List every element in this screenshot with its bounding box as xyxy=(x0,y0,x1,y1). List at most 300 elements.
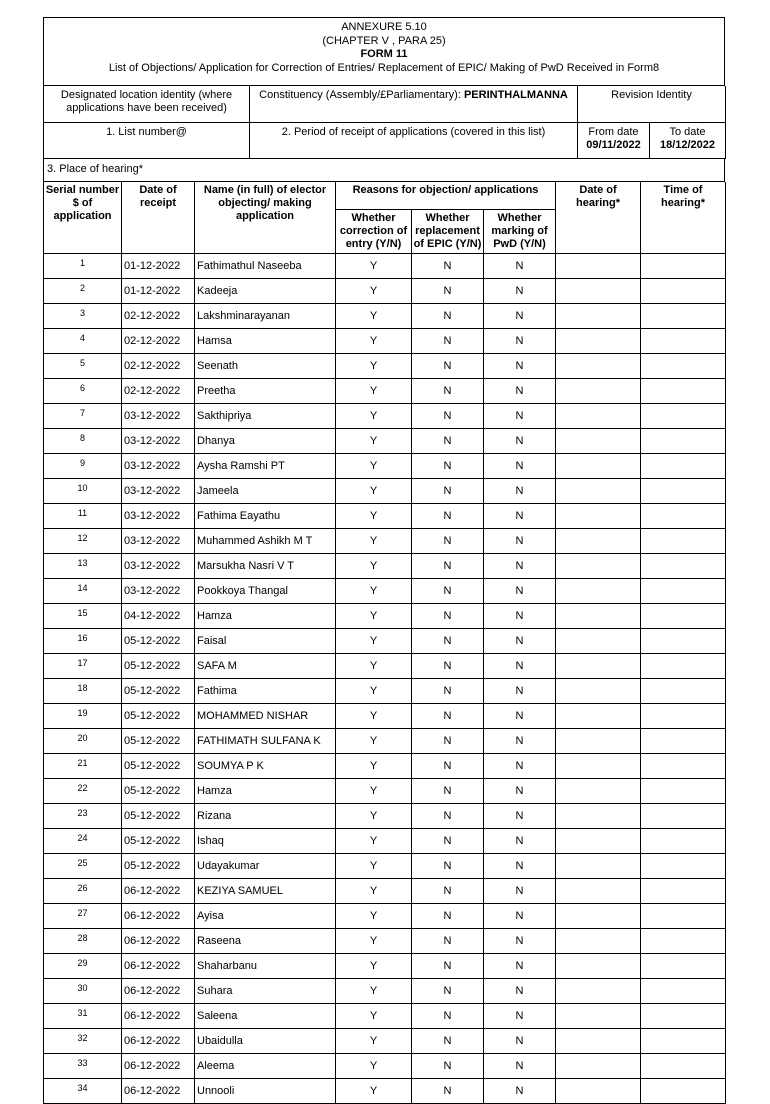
col-correction: Whether correction of entry (Y/N) xyxy=(336,210,412,254)
table-row xyxy=(44,304,726,329)
table-row xyxy=(44,854,726,879)
correction-cell: Y xyxy=(336,329,412,354)
table-row xyxy=(44,879,726,904)
correction-cell: Y xyxy=(336,1054,412,1079)
elector-name-cell: Hamza xyxy=(195,779,336,804)
hearing-date-cell xyxy=(556,304,641,329)
hearing-time-cell xyxy=(641,904,726,929)
table-row xyxy=(44,929,726,954)
replacement-cell: N xyxy=(412,879,484,904)
marking-cell: N xyxy=(484,454,556,479)
hearing-date-cell xyxy=(556,754,641,779)
correction-cell: Y xyxy=(336,1029,412,1054)
chapter-label: (CHAPTER V , PARA 25) xyxy=(44,35,724,49)
table-row xyxy=(44,579,726,604)
applications-table xyxy=(43,182,726,1104)
hearing-time-cell xyxy=(641,329,726,354)
hearing-time-cell xyxy=(641,254,726,279)
elector-name-cell: Kadeeja xyxy=(195,279,336,304)
receipt-date-cell: 05-12-2022 xyxy=(122,804,195,829)
marking-cell: N xyxy=(484,1029,556,1054)
replacement-cell: N xyxy=(412,854,484,879)
correction-cell: Y xyxy=(336,279,412,304)
receipt-date-cell: 03-12-2022 xyxy=(122,529,195,554)
correction-cell: Y xyxy=(336,654,412,679)
table-row xyxy=(44,279,726,304)
serial-cell: 26 xyxy=(44,879,122,904)
hearing-date-cell xyxy=(556,1054,641,1079)
receipt-date-cell: 03-12-2022 xyxy=(122,454,195,479)
hearing-date-cell xyxy=(556,454,641,479)
receipt-date-cell: 05-12-2022 xyxy=(122,704,195,729)
replacement-cell: N xyxy=(412,754,484,779)
serial-cell: 32 xyxy=(44,1029,122,1054)
marking-cell: N xyxy=(484,479,556,504)
receipt-date-cell: 06-12-2022 xyxy=(122,1079,195,1104)
marking-cell: N xyxy=(484,779,556,804)
table-row xyxy=(44,504,726,529)
elector-name-cell: Preetha xyxy=(195,379,336,404)
elector-name-cell: Fathima xyxy=(195,679,336,704)
hearing-time-cell xyxy=(641,429,726,454)
marking-cell: N xyxy=(484,804,556,829)
elector-name-cell: Saleena xyxy=(195,1004,336,1029)
correction-cell: Y xyxy=(336,354,412,379)
elector-name-cell: Shaharbanu xyxy=(195,954,336,979)
hearing-date-cell xyxy=(556,854,641,879)
hearing-date-cell xyxy=(556,929,641,954)
table-row xyxy=(44,629,726,654)
hearing-date-cell xyxy=(556,354,641,379)
elector-name-cell: Seenath xyxy=(195,354,336,379)
hearing-time-cell xyxy=(641,454,726,479)
hearing-time-cell xyxy=(641,954,726,979)
elector-name-cell: SOUMYA P K xyxy=(195,754,336,779)
receipt-date-cell: 04-12-2022 xyxy=(122,604,195,629)
hearing-date-cell xyxy=(556,954,641,979)
col-marking-pwd: Whether marking of PwD (Y/N) xyxy=(484,210,556,254)
correction-cell: Y xyxy=(336,1004,412,1029)
table-row xyxy=(44,429,726,454)
to-date-cell xyxy=(650,122,726,158)
receipt-date-cell: 02-12-2022 xyxy=(122,304,195,329)
table-row xyxy=(44,904,726,929)
serial-cell: 10 xyxy=(44,479,122,504)
marking-cell: N xyxy=(484,854,556,879)
table-row xyxy=(44,379,726,404)
serial-cell: 28 xyxy=(44,929,122,954)
serial-cell: 13 xyxy=(44,554,122,579)
correction-cell: Y xyxy=(336,954,412,979)
elector-name-cell: Fathima Eayathu xyxy=(195,504,336,529)
marking-cell: N xyxy=(484,829,556,854)
replacement-cell: N xyxy=(412,379,484,404)
replacement-cell: N xyxy=(412,929,484,954)
correction-cell: Y xyxy=(336,1079,412,1104)
serial-cell: 2 xyxy=(44,279,122,304)
hearing-date-cell xyxy=(556,879,641,904)
serial-cell: 16 xyxy=(44,629,122,654)
replacement-cell: N xyxy=(412,404,484,429)
table-row xyxy=(44,454,726,479)
replacement-cell: N xyxy=(412,529,484,554)
receipt-date-cell: 06-12-2022 xyxy=(122,904,195,929)
col-serial-number: Serial number $ of application xyxy=(44,182,122,254)
from-date-cell xyxy=(578,122,650,158)
table-row xyxy=(44,679,726,704)
replacement-cell: N xyxy=(412,1029,484,1054)
receipt-date-cell: 05-12-2022 xyxy=(122,729,195,754)
elector-name-cell: Hamza xyxy=(195,604,336,629)
replacement-cell: N xyxy=(412,1004,484,1029)
receipt-date-cell: 06-12-2022 xyxy=(122,979,195,1004)
hearing-time-cell xyxy=(641,379,726,404)
replacement-cell: N xyxy=(412,829,484,854)
correction-cell: Y xyxy=(336,504,412,529)
hearing-date-cell xyxy=(556,529,641,554)
receipt-date-cell: 03-12-2022 xyxy=(122,404,195,429)
receipt-date-cell: 05-12-2022 xyxy=(122,754,195,779)
table-row xyxy=(44,354,726,379)
elector-name-cell: MOHAMMED NISHAR xyxy=(195,704,336,729)
elector-name-cell: KEZIYA SAMUEL xyxy=(195,879,336,904)
revision-identity-label: Revision Identity xyxy=(578,86,726,122)
receipt-date-cell: 05-12-2022 xyxy=(122,679,195,704)
receipt-date-cell: 02-12-2022 xyxy=(122,379,195,404)
hearing-date-cell xyxy=(556,679,641,704)
correction-cell: Y xyxy=(336,254,412,279)
receipt-date-cell: 03-12-2022 xyxy=(122,554,195,579)
elector-name-cell: Muhammed Ashikh M T xyxy=(195,529,336,554)
serial-cell: 17 xyxy=(44,654,122,679)
hearing-date-cell xyxy=(556,704,641,729)
correction-cell: Y xyxy=(336,604,412,629)
marking-cell: N xyxy=(484,879,556,904)
hearing-time-cell xyxy=(641,654,726,679)
serial-cell: 31 xyxy=(44,1004,122,1029)
hearing-time-cell xyxy=(641,1004,726,1029)
hearing-time-cell xyxy=(641,479,726,504)
table-row xyxy=(44,704,726,729)
correction-cell: Y xyxy=(336,579,412,604)
hearing-time-cell xyxy=(641,304,726,329)
hearing-time-cell xyxy=(641,929,726,954)
table-row xyxy=(44,1004,726,1029)
correction-cell: Y xyxy=(336,804,412,829)
correction-cell: Y xyxy=(336,879,412,904)
receipt-date-cell: 05-12-2022 xyxy=(122,779,195,804)
serial-cell: 6 xyxy=(44,379,122,404)
replacement-cell: N xyxy=(412,1054,484,1079)
correction-cell: Y xyxy=(336,704,412,729)
header-table xyxy=(43,17,725,86)
correction-cell: Y xyxy=(336,829,412,854)
table-row xyxy=(44,829,726,854)
serial-cell: 8 xyxy=(44,429,122,454)
marking-cell: N xyxy=(484,254,556,279)
place-table xyxy=(43,159,725,182)
marking-cell: N xyxy=(484,654,556,679)
table-row xyxy=(44,1079,726,1104)
receipt-date-cell: 06-12-2022 xyxy=(122,1054,195,1079)
col-reasons: Reasons for objection/ applications xyxy=(336,182,556,210)
marking-cell: N xyxy=(484,404,556,429)
marking-cell: N xyxy=(484,1054,556,1079)
marking-cell: N xyxy=(484,604,556,629)
replacement-cell: N xyxy=(412,679,484,704)
correction-cell: Y xyxy=(336,979,412,1004)
elector-name-cell: Suhara xyxy=(195,979,336,1004)
form-11-document xyxy=(43,17,725,1104)
marking-cell: N xyxy=(484,954,556,979)
receipt-date-cell: 01-12-2022 xyxy=(122,254,195,279)
receipt-date-cell: 06-12-2022 xyxy=(122,954,195,979)
designated-location-label: Designated location identity (where applications have been received) xyxy=(44,86,250,122)
hearing-time-cell xyxy=(641,1029,726,1054)
receipt-date-cell: 05-12-2022 xyxy=(122,629,195,654)
replacement-cell: N xyxy=(412,354,484,379)
hearing-time-cell xyxy=(641,979,726,1004)
replacement-cell: N xyxy=(412,304,484,329)
replacement-cell: N xyxy=(412,654,484,679)
marking-cell: N xyxy=(484,1004,556,1029)
hearing-time-cell xyxy=(641,879,726,904)
hearing-time-cell xyxy=(641,679,726,704)
table-row xyxy=(44,404,726,429)
table-row xyxy=(44,729,726,754)
marking-cell: N xyxy=(484,529,556,554)
correction-cell: Y xyxy=(336,404,412,429)
replacement-cell: N xyxy=(412,954,484,979)
receipt-date-cell: 02-12-2022 xyxy=(122,354,195,379)
hearing-date-cell xyxy=(556,479,641,504)
replacement-cell: N xyxy=(412,629,484,654)
receipt-date-cell: 03-12-2022 xyxy=(122,504,195,529)
hearing-date-cell xyxy=(556,979,641,1004)
serial-cell: 25 xyxy=(44,854,122,879)
table-row xyxy=(44,479,726,504)
hearing-date-cell xyxy=(556,279,641,304)
elector-name-cell: Pookkoya Thangal xyxy=(195,579,336,604)
hearing-date-cell xyxy=(556,554,641,579)
replacement-cell: N xyxy=(412,604,484,629)
marking-cell: N xyxy=(484,754,556,779)
table-row xyxy=(44,554,726,579)
from-date-value: 09/11/2022 xyxy=(578,139,649,152)
replacement-cell: N xyxy=(412,279,484,304)
serial-cell: 33 xyxy=(44,1054,122,1079)
hearing-time-cell xyxy=(641,1079,726,1104)
hearing-date-cell xyxy=(556,404,641,429)
hearing-time-cell xyxy=(641,704,726,729)
replacement-cell: N xyxy=(412,1079,484,1104)
serial-cell: 20 xyxy=(44,729,122,754)
hearing-date-cell xyxy=(556,604,641,629)
hearing-time-cell xyxy=(641,804,726,829)
hearing-time-cell xyxy=(641,554,726,579)
table-row xyxy=(44,804,726,829)
table-body xyxy=(44,254,726,1104)
serial-cell: 11 xyxy=(44,504,122,529)
to-date-value: 18/12/2022 xyxy=(650,139,725,152)
col-date-of-receipt: Date of receipt xyxy=(122,182,195,254)
form-title: FORM 11 xyxy=(44,48,724,62)
elector-name-cell: Udayakumar xyxy=(195,854,336,879)
correction-cell: Y xyxy=(336,929,412,954)
col-date-of-hearing: Date of hearing* xyxy=(556,182,641,254)
correction-cell: Y xyxy=(336,679,412,704)
elector-name-cell: Faisal xyxy=(195,629,336,654)
receipt-date-cell: 05-12-2022 xyxy=(122,654,195,679)
receipt-date-cell: 05-12-2022 xyxy=(122,829,195,854)
table-row xyxy=(44,329,726,354)
replacement-cell: N xyxy=(412,479,484,504)
hearing-date-cell xyxy=(556,654,641,679)
table-row xyxy=(44,754,726,779)
correction-cell: Y xyxy=(336,779,412,804)
table-row xyxy=(44,654,726,679)
serial-cell: 9 xyxy=(44,454,122,479)
serial-cell: 18 xyxy=(44,679,122,704)
hearing-date-cell xyxy=(556,1029,641,1054)
receipt-date-cell: 05-12-2022 xyxy=(122,854,195,879)
correction-cell: Y xyxy=(336,729,412,754)
hearing-date-cell xyxy=(556,729,641,754)
replacement-cell: N xyxy=(412,429,484,454)
elector-name-cell: SAFA M xyxy=(195,654,336,679)
hearing-date-cell xyxy=(556,579,641,604)
hearing-time-cell xyxy=(641,629,726,654)
constituency-value: PERINTHALMANNA xyxy=(464,89,568,101)
serial-cell: 7 xyxy=(44,404,122,429)
replacement-cell: N xyxy=(412,579,484,604)
receipt-date-cell: 03-12-2022 xyxy=(122,579,195,604)
receipt-date-cell: 06-12-2022 xyxy=(122,929,195,954)
hearing-date-cell xyxy=(556,504,641,529)
hearing-date-cell xyxy=(556,829,641,854)
table-row xyxy=(44,254,726,279)
serial-cell: 1 xyxy=(44,254,122,279)
hearing-time-cell xyxy=(641,729,726,754)
hearing-date-cell xyxy=(556,254,641,279)
receipt-date-cell: 02-12-2022 xyxy=(122,329,195,354)
marking-cell: N xyxy=(484,554,556,579)
correction-cell: Y xyxy=(336,554,412,579)
form-subtitle: List of Objections/ Application for Correction of Entries/ Replacement of EPIC/ Making of PwD Received in Form8 xyxy=(44,62,724,76)
correction-cell: Y xyxy=(336,379,412,404)
table-row xyxy=(44,779,726,804)
hearing-time-cell xyxy=(641,779,726,804)
hearing-time-cell xyxy=(641,354,726,379)
hearing-date-cell xyxy=(556,1004,641,1029)
marking-cell: N xyxy=(484,1079,556,1104)
hearing-date-cell xyxy=(556,379,641,404)
receipt-date-cell: 01-12-2022 xyxy=(122,279,195,304)
replacement-cell: N xyxy=(412,729,484,754)
serial-cell: 29 xyxy=(44,954,122,979)
table-row xyxy=(44,954,726,979)
serial-cell: 5 xyxy=(44,354,122,379)
serial-cell: 27 xyxy=(44,904,122,929)
marking-cell: N xyxy=(484,304,556,329)
receipt-date-cell: 03-12-2022 xyxy=(122,479,195,504)
table-row xyxy=(44,604,726,629)
hearing-date-cell xyxy=(556,904,641,929)
serial-cell: 34 xyxy=(44,1079,122,1104)
title-block xyxy=(44,18,725,86)
elector-name-cell: Ishaq xyxy=(195,829,336,854)
correction-cell: Y xyxy=(336,529,412,554)
marking-cell: N xyxy=(484,279,556,304)
serial-cell: 14 xyxy=(44,579,122,604)
replacement-cell: N xyxy=(412,704,484,729)
elector-name-cell: Aleema xyxy=(195,1054,336,1079)
replacement-cell: N xyxy=(412,454,484,479)
replacement-cell: N xyxy=(412,904,484,929)
annexure-label: ANNEXURE 5.10 xyxy=(44,21,724,35)
replacement-cell: N xyxy=(412,254,484,279)
serial-cell: 12 xyxy=(44,529,122,554)
hearing-time-cell xyxy=(641,854,726,879)
serial-cell: 3 xyxy=(44,304,122,329)
elector-name-cell: Marsukha Nasri V T xyxy=(195,554,336,579)
correction-cell: Y xyxy=(336,454,412,479)
hearing-date-cell xyxy=(556,329,641,354)
hearing-date-cell xyxy=(556,779,641,804)
elector-name-cell: Sakthipriya xyxy=(195,404,336,429)
marking-cell: N xyxy=(484,579,556,604)
elector-name-cell: FATHIMATH SULFANA K xyxy=(195,729,336,754)
marking-cell: N xyxy=(484,329,556,354)
table-row xyxy=(44,529,726,554)
receipt-date-cell: 06-12-2022 xyxy=(122,879,195,904)
marking-cell: N xyxy=(484,729,556,754)
table-row xyxy=(44,1054,726,1079)
from-date-label: From date xyxy=(578,126,649,139)
correction-cell: Y xyxy=(336,479,412,504)
marking-cell: N xyxy=(484,679,556,704)
hearing-time-cell xyxy=(641,1054,726,1079)
constituency-label: Constituency (Assembly/£Parliamentary): xyxy=(259,89,461,101)
receipt-date-cell: 06-12-2022 xyxy=(122,1004,195,1029)
elector-name-cell: Ubaidulla xyxy=(195,1029,336,1054)
hearing-time-cell xyxy=(641,279,726,304)
correction-cell: Y xyxy=(336,429,412,454)
marking-cell: N xyxy=(484,929,556,954)
replacement-cell: N xyxy=(412,804,484,829)
serial-cell: 23 xyxy=(44,804,122,829)
hearing-time-cell xyxy=(641,504,726,529)
marking-cell: N xyxy=(484,354,556,379)
correction-cell: Y xyxy=(336,854,412,879)
receipt-date-cell: 03-12-2022 xyxy=(122,429,195,454)
serial-cell: 24 xyxy=(44,829,122,854)
replacement-cell: N xyxy=(412,329,484,354)
elector-name-cell: Unnooli xyxy=(195,1079,336,1104)
correction-cell: Y xyxy=(336,904,412,929)
marking-cell: N xyxy=(484,904,556,929)
list-number-label: 1. List number@ xyxy=(44,122,250,158)
hearing-time-cell xyxy=(641,404,726,429)
marking-cell: N xyxy=(484,704,556,729)
elector-name-cell: Jameela xyxy=(195,479,336,504)
receipt-date-cell: 06-12-2022 xyxy=(122,1029,195,1054)
correction-cell: Y xyxy=(336,754,412,779)
table-row xyxy=(44,1029,726,1054)
table-row xyxy=(44,979,726,1004)
elector-name-cell: Hamsa xyxy=(195,329,336,354)
marking-cell: N xyxy=(484,379,556,404)
